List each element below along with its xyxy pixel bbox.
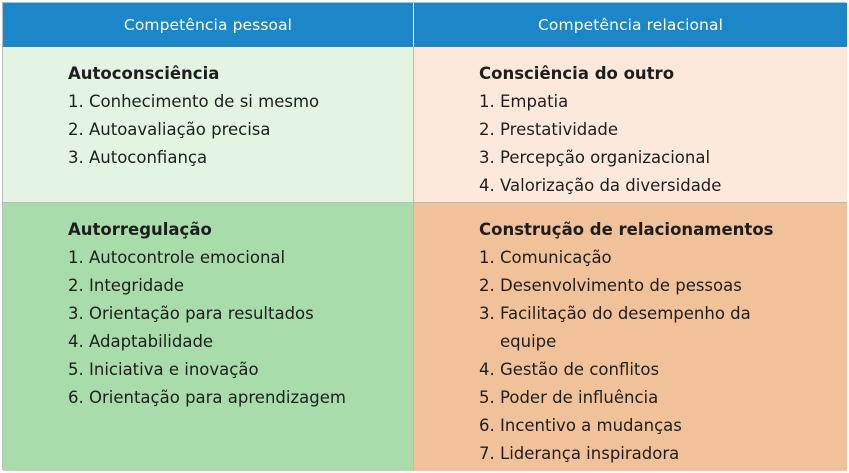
- item-number: 1.: [68, 92, 89, 111]
- item-text: Integridade: [89, 276, 184, 295]
- list-item: [479, 172, 847, 200]
- item-number: 5.: [479, 388, 500, 407]
- item-number: 5.: [68, 360, 89, 379]
- item-text: Orientação para aprendizagem: [89, 388, 346, 407]
- list-item: [479, 244, 847, 272]
- item-number: 3.: [479, 148, 500, 167]
- list-item: [479, 144, 847, 172]
- item-text: Gestão de conflitos: [500, 360, 660, 379]
- item-text: Orientação para resultados: [89, 304, 314, 323]
- item-number: 1.: [68, 248, 89, 267]
- list-item: [479, 116, 847, 144]
- item-text: Empatia: [500, 92, 569, 111]
- item-text: Liderança inspiradora: [500, 444, 680, 463]
- list-item: [479, 440, 847, 468]
- list-item: [479, 412, 847, 440]
- item-number: 2.: [479, 276, 500, 295]
- item-text: Desenvolvimento de pessoas: [500, 276, 742, 295]
- cell-relationship-building: [414, 203, 847, 471]
- item-number: 4.: [68, 332, 89, 351]
- list-item: [68, 384, 413, 412]
- cell-title: Consciência do outro: [479, 64, 675, 83]
- item-text: Autoavaliação precisa: [89, 120, 271, 139]
- list-item: [68, 328, 413, 356]
- item-text: Poder de influência: [500, 388, 659, 407]
- cell-self-awareness: [3, 47, 414, 203]
- item-number: 4.: [479, 176, 500, 195]
- list-item: [68, 356, 413, 384]
- list-item: [68, 116, 413, 144]
- list-item: [68, 144, 413, 172]
- item-text: Conhecimento de si mesmo: [89, 92, 320, 111]
- item-number: 4.: [479, 360, 500, 379]
- cell-title: Autoconsciência: [68, 64, 220, 83]
- list-item: [68, 244, 413, 272]
- item-list: [479, 244, 847, 468]
- list-item: [479, 356, 847, 384]
- item-list: [68, 244, 413, 412]
- item-text: Incentivo a mudanças: [500, 416, 682, 435]
- item-number: 2.: [68, 120, 89, 139]
- header-personal-competence: Competência pessoal: [3, 3, 414, 47]
- list-item: [479, 272, 847, 300]
- item-text: Autocontrole emocional: [89, 248, 286, 267]
- item-list: [68, 88, 413, 172]
- item-text: Percepção organizacional: [500, 148, 711, 167]
- cell-title: Construção de relacionamentos: [479, 220, 774, 239]
- item-number: 3.: [68, 304, 89, 323]
- list-item: [68, 88, 413, 116]
- header-relational-competence: Competência relacional: [414, 3, 847, 47]
- item-number: 2.: [68, 276, 89, 295]
- item-list: [479, 88, 847, 200]
- list-item: [68, 300, 413, 328]
- item-number: 3.: [479, 304, 500, 323]
- list-item: [68, 272, 413, 300]
- item-text: Valorização da diversidade: [500, 176, 722, 195]
- item-text: Autoconfiança: [89, 148, 208, 167]
- item-text: Iniciativa e inovação: [89, 360, 259, 379]
- cell-title: Autorregulação: [68, 220, 212, 239]
- item-number: 1.: [479, 92, 500, 111]
- item-text: Prestatividade: [500, 120, 619, 139]
- item-text: Facilitação do desempenho da equipe: [500, 304, 751, 351]
- item-number: 3.: [68, 148, 89, 167]
- list-item: [479, 384, 847, 412]
- item-number: 6.: [68, 388, 89, 407]
- item-number: 7.: [479, 444, 500, 463]
- cell-awareness-of-others: [414, 47, 847, 203]
- cell-self-regulation: [3, 203, 414, 471]
- item-number: 6.: [479, 416, 500, 435]
- list-item: [479, 300, 847, 356]
- item-text: Comunicação: [500, 248, 612, 267]
- item-text: Adaptabilidade: [89, 332, 214, 351]
- item-number: 1.: [479, 248, 500, 267]
- item-number: 2.: [479, 120, 500, 139]
- list-item: [479, 88, 847, 116]
- competencies-table: [2, 2, 846, 470]
